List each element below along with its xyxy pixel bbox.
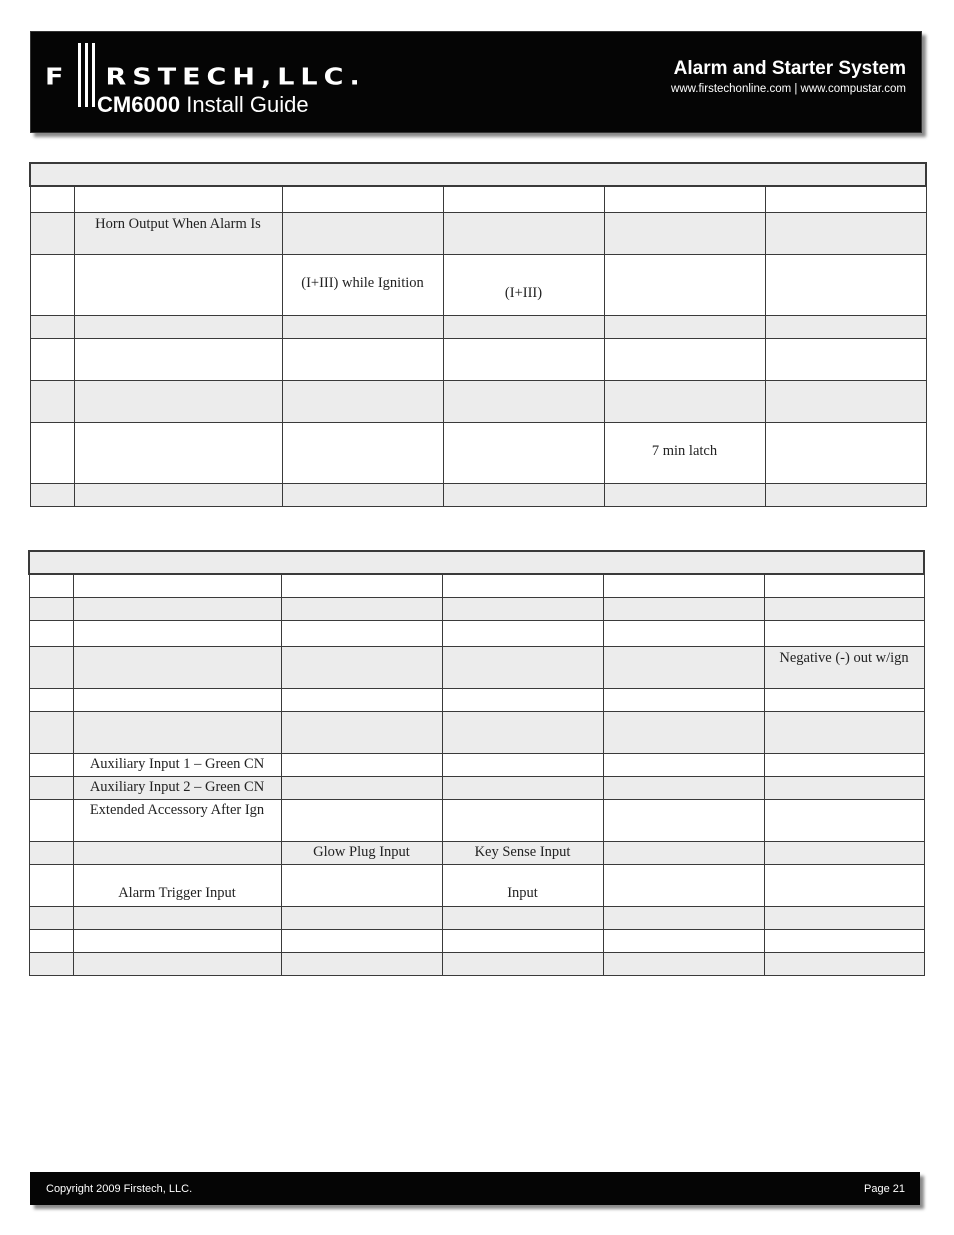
table-cell xyxy=(29,906,73,929)
table-cell xyxy=(603,864,764,906)
table-cell xyxy=(442,620,603,646)
table-cell xyxy=(282,422,443,483)
table-cell xyxy=(604,186,765,212)
table-cell xyxy=(29,574,73,597)
table-cell xyxy=(443,338,604,380)
table-top xyxy=(29,162,927,507)
table-cell xyxy=(442,929,603,952)
table-cell xyxy=(281,841,442,864)
table-cell xyxy=(73,646,281,688)
cell-alarm-trigger-input: Alarm Trigger Input xyxy=(118,884,236,901)
table-cell xyxy=(604,254,765,315)
table-cell xyxy=(442,952,603,975)
table-cell xyxy=(442,688,603,711)
table-cell xyxy=(443,254,604,315)
cell-aux-input-2: Auxiliary Input 2 – Green CN xyxy=(89,778,265,795)
cell-input: Input xyxy=(507,884,538,901)
table-cell xyxy=(765,315,926,338)
table-cell xyxy=(74,380,282,422)
table-cell xyxy=(764,952,924,975)
cell-7-min-latch: 7 min latch xyxy=(651,442,718,459)
product-model: CM6000 xyxy=(97,92,181,117)
table-cell xyxy=(604,483,765,506)
table-cell xyxy=(74,338,282,380)
guide-title xyxy=(97,92,309,118)
table-cell xyxy=(604,380,765,422)
table-cell xyxy=(604,212,765,254)
table-cell xyxy=(73,929,281,952)
table-cell xyxy=(281,753,442,776)
table-cell xyxy=(74,422,282,483)
table-cell xyxy=(73,864,281,906)
table-cell xyxy=(281,864,442,906)
table-cell xyxy=(281,799,442,841)
table-cell xyxy=(30,186,74,212)
table-cell xyxy=(603,688,764,711)
table-cell xyxy=(73,753,281,776)
table-cell xyxy=(603,799,764,841)
table-cell xyxy=(282,380,443,422)
table-cell xyxy=(765,212,926,254)
cell-horn-output: Horn Output When Alarm Is xyxy=(95,215,261,232)
table-cell xyxy=(442,841,603,864)
table-cell xyxy=(74,212,282,254)
website-urls: www.firstechonline.com | www.compustar.com xyxy=(671,83,906,95)
table-cell xyxy=(30,422,74,483)
table-cell xyxy=(764,799,924,841)
table-cell xyxy=(603,646,764,688)
table-cell xyxy=(29,929,73,952)
table-cell xyxy=(442,753,603,776)
table-cell xyxy=(29,864,73,906)
table-cell xyxy=(764,864,924,906)
logo-wordmark: RSTECH,LLC. xyxy=(105,63,366,91)
table-cell xyxy=(282,186,443,212)
table-cell xyxy=(603,841,764,864)
cell-aux-input-1: Auxiliary Input 1 – Green CN xyxy=(89,755,265,772)
table-cell xyxy=(30,212,74,254)
table-cell xyxy=(29,952,73,975)
table-cell xyxy=(29,776,73,799)
table-cell xyxy=(764,776,924,799)
table-cell xyxy=(29,620,73,646)
table-cell xyxy=(282,483,443,506)
table-cell xyxy=(442,597,603,620)
table-cell xyxy=(603,574,764,597)
table-cell xyxy=(765,422,926,483)
cell-i-iii: (I+III) xyxy=(504,284,543,301)
table-cell xyxy=(73,799,281,841)
table-cell xyxy=(29,711,73,753)
table-cell xyxy=(30,338,74,380)
page-header-banner xyxy=(30,31,922,133)
table-bottom xyxy=(28,550,925,976)
table-cell xyxy=(442,799,603,841)
cell-glow-plug-input: Glow Plug Input xyxy=(313,843,410,860)
table-cell xyxy=(603,620,764,646)
table-cell xyxy=(604,338,765,380)
logo-bars-icon xyxy=(75,43,99,107)
table-title-row xyxy=(29,551,924,574)
table-cell xyxy=(764,574,924,597)
table-cell xyxy=(442,711,603,753)
table-cell xyxy=(73,906,281,929)
table-cell xyxy=(764,711,924,753)
table-cell xyxy=(603,929,764,952)
table-cell xyxy=(281,688,442,711)
table-cell xyxy=(74,186,282,212)
table-cell xyxy=(765,254,926,315)
table-cell xyxy=(282,254,443,315)
table-cell xyxy=(29,753,73,776)
table-cell xyxy=(73,620,281,646)
table-cell xyxy=(281,952,442,975)
cell-key-sense-input: Key Sense Input xyxy=(474,843,571,860)
table-cell xyxy=(442,776,603,799)
page-number: Page 21 xyxy=(864,1183,905,1195)
table-cell xyxy=(603,597,764,620)
table-cell xyxy=(282,212,443,254)
table-title-row xyxy=(30,163,926,186)
table-cell xyxy=(29,597,73,620)
system-title: Alarm and Starter System xyxy=(673,58,906,79)
table-cell xyxy=(74,254,282,315)
table-cell xyxy=(765,186,926,212)
table-cell xyxy=(281,646,442,688)
table-cell xyxy=(603,711,764,753)
table-cell xyxy=(443,212,604,254)
table-cell xyxy=(281,776,442,799)
table-cell xyxy=(443,380,604,422)
table-cell xyxy=(764,841,924,864)
table-cell xyxy=(29,841,73,864)
table-cell xyxy=(603,952,764,975)
table-cell xyxy=(443,186,604,212)
table-cell xyxy=(764,646,924,688)
table-cell xyxy=(603,753,764,776)
table-cell xyxy=(603,776,764,799)
table-cell xyxy=(30,380,74,422)
table-cell xyxy=(29,646,73,688)
table-cell xyxy=(281,620,442,646)
table-cell xyxy=(73,952,281,975)
table-cell xyxy=(604,315,765,338)
table-cell xyxy=(29,688,73,711)
table-cell xyxy=(604,422,765,483)
table-cell xyxy=(764,688,924,711)
table-cell xyxy=(281,929,442,952)
table-cell xyxy=(442,864,603,906)
table-cell xyxy=(281,906,442,929)
table-cell xyxy=(764,753,924,776)
table-cell xyxy=(73,841,281,864)
table-cell xyxy=(764,906,924,929)
table-cell xyxy=(442,574,603,597)
logo-letter-f: F xyxy=(45,63,70,91)
table-cell xyxy=(765,338,926,380)
cell-extended-accessory: Extended Accessory After Ign xyxy=(89,801,265,818)
table-cell xyxy=(73,688,281,711)
table-cell xyxy=(73,597,281,620)
table-cell xyxy=(30,254,74,315)
table-cell xyxy=(442,646,603,688)
table-cell xyxy=(73,776,281,799)
table-cell xyxy=(73,574,281,597)
table-cell xyxy=(74,483,282,506)
table-cell xyxy=(74,315,282,338)
table-cell xyxy=(73,711,281,753)
table-cell xyxy=(281,711,442,753)
table-cell xyxy=(281,574,442,597)
table-cell xyxy=(30,483,74,506)
table-cell xyxy=(603,906,764,929)
table-cell xyxy=(442,906,603,929)
table-cell xyxy=(443,315,604,338)
copyright-text: Copyright 2009 Firstech, LLC. xyxy=(46,1183,193,1195)
table-cell xyxy=(443,422,604,483)
page-footer xyxy=(30,1172,920,1205)
table-cell xyxy=(282,338,443,380)
guide-title-rest: Install Guide xyxy=(180,92,309,117)
cell-while-ignition: (I+III) while Ignition xyxy=(301,274,424,291)
table-cell xyxy=(765,483,926,506)
firstech-logo xyxy=(45,62,366,92)
table-cell xyxy=(30,315,74,338)
table-cell xyxy=(764,620,924,646)
table-cell xyxy=(764,597,924,620)
table-cell xyxy=(765,380,926,422)
cell-negative-out: Negative (-) out w/ign xyxy=(779,649,909,666)
table-cell xyxy=(281,597,442,620)
table-cell xyxy=(764,929,924,952)
table-cell xyxy=(282,315,443,338)
table-cell xyxy=(443,483,604,506)
table-cell xyxy=(29,799,73,841)
